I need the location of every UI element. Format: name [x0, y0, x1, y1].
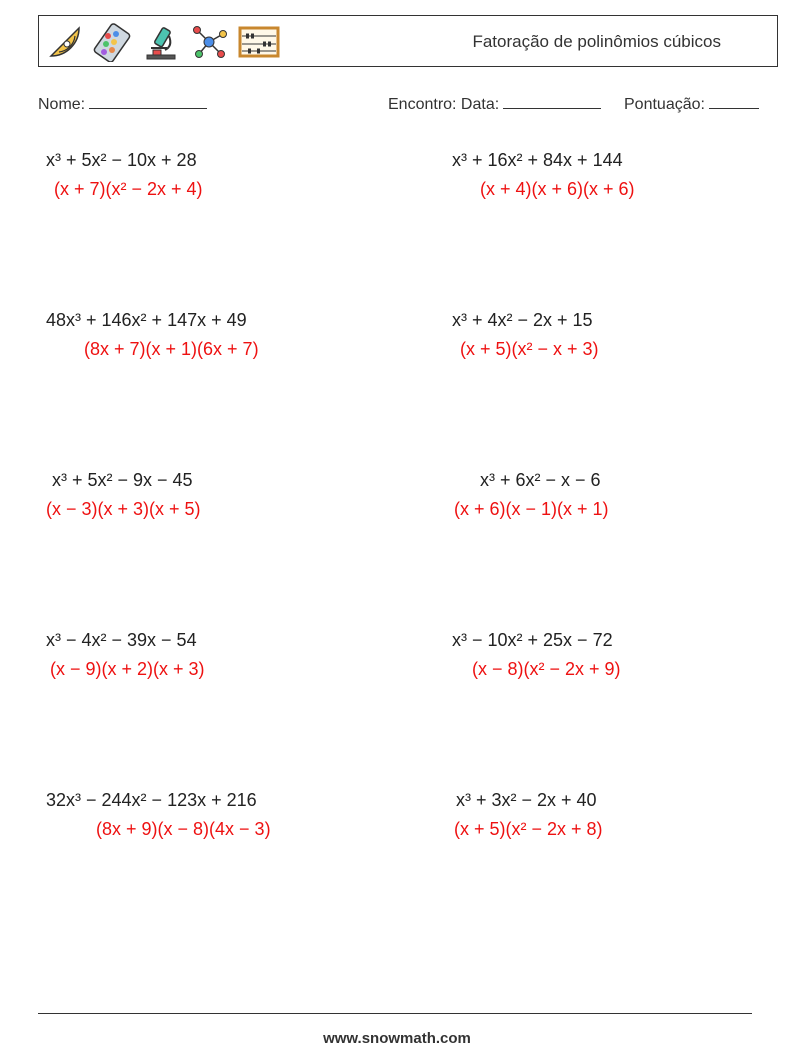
protractor-icon: [45, 22, 85, 62]
problem-answer: (x − 9)(x + 2)(x + 3): [50, 659, 205, 679]
problem-answer: (x + 4)(x + 6)(x + 6): [480, 179, 635, 199]
worksheet-title: Fatoração de polinômios cúbicos: [472, 32, 721, 51]
problem-answer: (x + 5)(x² − x + 3): [460, 339, 599, 359]
problem-3: [46, 310, 259, 360]
problem-answer: (x + 6)(x − 1)(x + 1): [454, 499, 609, 519]
abacus-icon: [237, 22, 281, 62]
icon-strip: [45, 22, 281, 62]
name-label: Nome:: [38, 96, 86, 113]
problem-7: [46, 630, 205, 680]
problem-question: x³ + 6x² − x − 6: [480, 470, 601, 490]
problem-6: [452, 470, 609, 520]
problem-question: x³ − 4x² − 39x − 54: [46, 630, 197, 650]
header-box: [38, 15, 778, 67]
problem-answer: (x + 7)(x² − 2x + 4): [54, 179, 203, 199]
problem-question: x³ + 5x² − 9x − 45: [52, 470, 193, 490]
problem-answer: (x − 8)(x² − 2x + 9): [472, 659, 621, 679]
problem-answer: (x − 3)(x + 3)(x + 5): [46, 499, 201, 519]
problem-8: [452, 630, 621, 680]
name-field: [38, 94, 207, 114]
problem-2: [452, 150, 635, 200]
name-blank: [89, 94, 207, 109]
problem-question: 48x³ + 146x² + 147x + 49: [46, 310, 247, 330]
footer-divider: [38, 1013, 752, 1014]
problem-4: [452, 310, 599, 360]
problem-answer: (8x + 9)(x − 8)(4x − 3): [96, 819, 271, 839]
problem-question: x³ + 3x² − 2x + 40: [456, 790, 597, 810]
problem-question: x³ + 5x² − 10x + 28: [46, 150, 197, 170]
problem-answer: (x + 5)(x² − 2x + 8): [454, 819, 603, 839]
problem-question: x³ + 16x² + 84x + 144: [452, 150, 623, 170]
problem-question: x³ + 4x² − 2x + 15: [452, 310, 593, 330]
problem-question: x³ − 10x² + 25x − 72: [452, 630, 613, 650]
paint-palette-icon: [93, 22, 133, 62]
meeting-date-label: Encontro: Data:: [388, 96, 500, 113]
problem-5: [46, 470, 201, 520]
problem-1: [46, 150, 203, 200]
meeting-date-field: [388, 94, 601, 114]
score-blank: [709, 94, 759, 109]
score-field: [624, 94, 759, 114]
score-label: Pontuação:: [624, 96, 705, 113]
problem-10: [452, 790, 603, 840]
microscope-icon: [141, 22, 181, 62]
problem-question: 32x³ − 244x² − 123x + 216: [46, 790, 257, 810]
molecule-icon: [189, 22, 229, 62]
problem-9: [46, 790, 271, 840]
date-blank: [503, 94, 601, 109]
problem-answer: (8x + 7)(x + 1)(6x + 7): [84, 339, 259, 359]
footer-url: www.snowmath.com: [323, 1030, 471, 1047]
